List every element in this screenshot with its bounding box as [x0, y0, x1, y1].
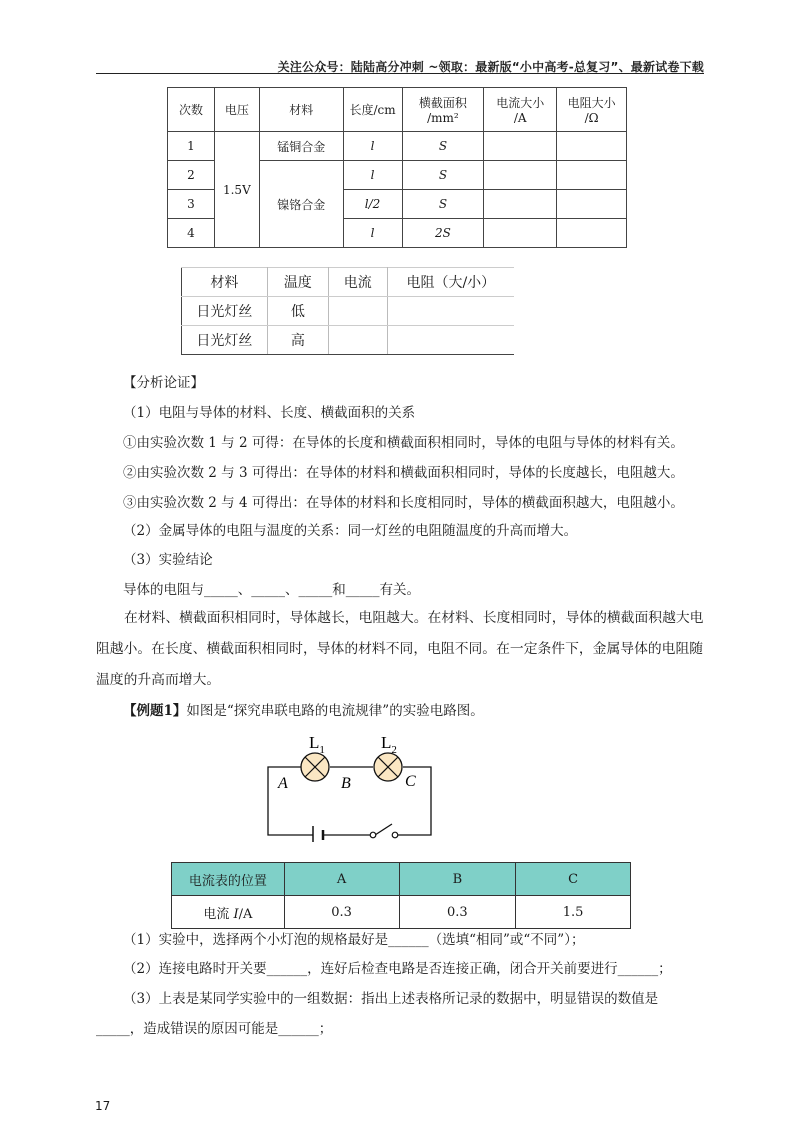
header-cell: C: [516, 863, 631, 896]
switch-contact-left: [370, 832, 376, 838]
current-cell: [484, 190, 557, 219]
analysis-section-2: （2）金属导体的电阻与温度的关系：同一灯丝的电阻随温度的升高而增大。: [123, 523, 578, 539]
conclusion-line-3: ③由实验次数 2 与 4 可得出：在导体的材料和长度相同时，导体的横截面积越大，电阻越小。: [123, 495, 684, 511]
material-cell: 日光灯丝: [182, 297, 268, 326]
table-row: [182, 326, 515, 355]
length-cell: l: [343, 219, 402, 248]
table-row: [172, 863, 631, 896]
point-c-label: C: [405, 773, 416, 790]
resistance-experiment-table: [167, 87, 627, 248]
row-label-post: /A: [238, 906, 253, 922]
header-cell: A: [284, 863, 399, 896]
analysis-section-3: （3）实验结论: [123, 552, 213, 568]
area-cell: S: [402, 161, 484, 190]
header-rule: [96, 73, 704, 74]
analysis-title: 【分析论证】: [123, 375, 204, 391]
table-row: [172, 896, 631, 929]
current-value-a: 0.3: [284, 896, 399, 929]
current-cell: [328, 297, 387, 326]
header-line: /mm²: [427, 111, 459, 125]
header-line: 电阻大小: [567, 96, 616, 110]
conclusion-line-2: ②由实验次数 2 与 3 可得出：在导体的材料和横截面积相同时，导体的长度越长，电阻越大。: [123, 465, 684, 481]
temperature-cell: 低: [267, 297, 328, 326]
header-cell: B: [399, 863, 516, 896]
resistance-cell: [557, 190, 627, 219]
trial-number: 4: [168, 219, 215, 248]
lamp-l2-label: $L_2$: [381, 733, 397, 756]
header-cell: [402, 88, 484, 132]
switch-lever: [375, 824, 392, 835]
question-2: （2）连接电路时开关要______，连好后检查电路是否连接正确，闭合开关前要进行______；: [123, 961, 672, 977]
current-cell: [328, 326, 387, 355]
lamp-l2-icon: [374, 753, 402, 781]
current-measurement-table: [171, 862, 631, 929]
header-line: 横截面积: [418, 96, 467, 110]
length-cell: l: [343, 132, 402, 161]
area-cell: S: [402, 190, 484, 219]
question-3-line-1: （3）上表是某同学实验中的一组数据：指出上述表格所记录的数据中，明显错误的数值是: [123, 991, 659, 1007]
header-cell: 温度: [267, 268, 328, 297]
page-header: 关注公众号：陆陆高分冲刺 ~领取：最新版“小中高考-总复习”、最新试卷下载: [277, 60, 704, 74]
lamp-l1-label: $L_1$: [309, 733, 325, 756]
area-cell: 2S: [402, 219, 484, 248]
page-number: 17: [95, 1099, 111, 1113]
temperature-table: [181, 267, 514, 355]
table-row: [182, 268, 515, 297]
trial-number: 1: [168, 132, 215, 161]
question-1: （1）实验中，选择两个小灯泡的规格最好是______（选填“相同”或“不同”）；: [123, 932, 585, 948]
header-cell: 电流: [328, 268, 387, 297]
voltage-cell: 1.5V: [214, 132, 259, 248]
material-cell: 日光灯丝: [182, 326, 268, 355]
example-heading: [123, 700, 484, 722]
table-row: [182, 297, 515, 326]
trial-number: 3: [168, 190, 215, 219]
header-cell: 电阻（大/小）: [387, 268, 514, 297]
header-cell: 材料: [259, 88, 343, 132]
header-cell: 长度/cm: [343, 88, 402, 132]
header-cell: 电流表的位置: [172, 863, 285, 896]
material-cell: 锰铜合金: [259, 132, 343, 161]
conclusion-paragraph: 在材料、横截面积相同时，导体越长，电阻越大。在材料、长度相同时，导体的横截面积越大电阻越小。在长度、横截面积相同时，导体的材料不同，电阻不同。在一定条件下，金属导体的电阻随温度的升高而增大。: [96, 610, 704, 688]
row-label: [172, 896, 285, 929]
length-cell: l: [343, 161, 402, 190]
trial-number: 2: [168, 161, 215, 190]
resistance-cell: [557, 219, 627, 248]
question-3-line-2: _____，造成错误的原因可能是______；: [96, 1021, 333, 1037]
temperature-cell: 高: [267, 326, 328, 355]
circuit-diagram: [255, 730, 445, 842]
point-b-label: B: [341, 775, 351, 792]
lamp-l1-icon: [301, 753, 329, 781]
header-cell: [557, 88, 627, 132]
current-cell: [484, 161, 557, 190]
switch-contact-right: [392, 832, 398, 838]
table-row: [168, 132, 627, 161]
length-cell: l/2: [343, 190, 402, 219]
resistance-cell: [387, 326, 514, 355]
header-cell: 次数: [168, 88, 215, 132]
current-value-c: 1.5: [516, 896, 631, 929]
header-cell: 电压: [214, 88, 259, 132]
row-label-var: I: [233, 906, 239, 922]
row-label-pre: 电流: [203, 906, 234, 922]
resistance-cell: [557, 161, 627, 190]
conclusion-line-1: ①由实验次数 1 与 2 可得：在导体的长度和横截面积相同时，导体的电阻与导体的材料有关。: [123, 435, 684, 451]
fill-blank-sentence: 导体的电阻与_____、_____、_____和_____有关。: [123, 582, 420, 598]
example-text: 如图是“探究串联电路的电流规律”的实验电路图。: [186, 703, 484, 719]
header-cell: 材料: [182, 268, 268, 297]
table-row: [168, 88, 627, 132]
current-cell: [484, 132, 557, 161]
point-a-label: A: [278, 775, 288, 792]
header-line: 电流大小: [496, 96, 545, 110]
current-cell: [484, 219, 557, 248]
resistance-cell: [557, 132, 627, 161]
example-label: 【例题1】: [123, 703, 187, 719]
analysis-section-1: （1）电阻与导体的材料、长度、横截面积的关系: [123, 405, 416, 421]
header-line: /A: [513, 111, 527, 125]
current-value-b: 0.3: [399, 896, 516, 929]
resistance-cell: [387, 297, 514, 326]
material-cell: 镍铬合金: [259, 161, 343, 248]
header-cell: [484, 88, 557, 132]
area-cell: S: [402, 132, 484, 161]
header-line: /Ω: [584, 111, 599, 125]
